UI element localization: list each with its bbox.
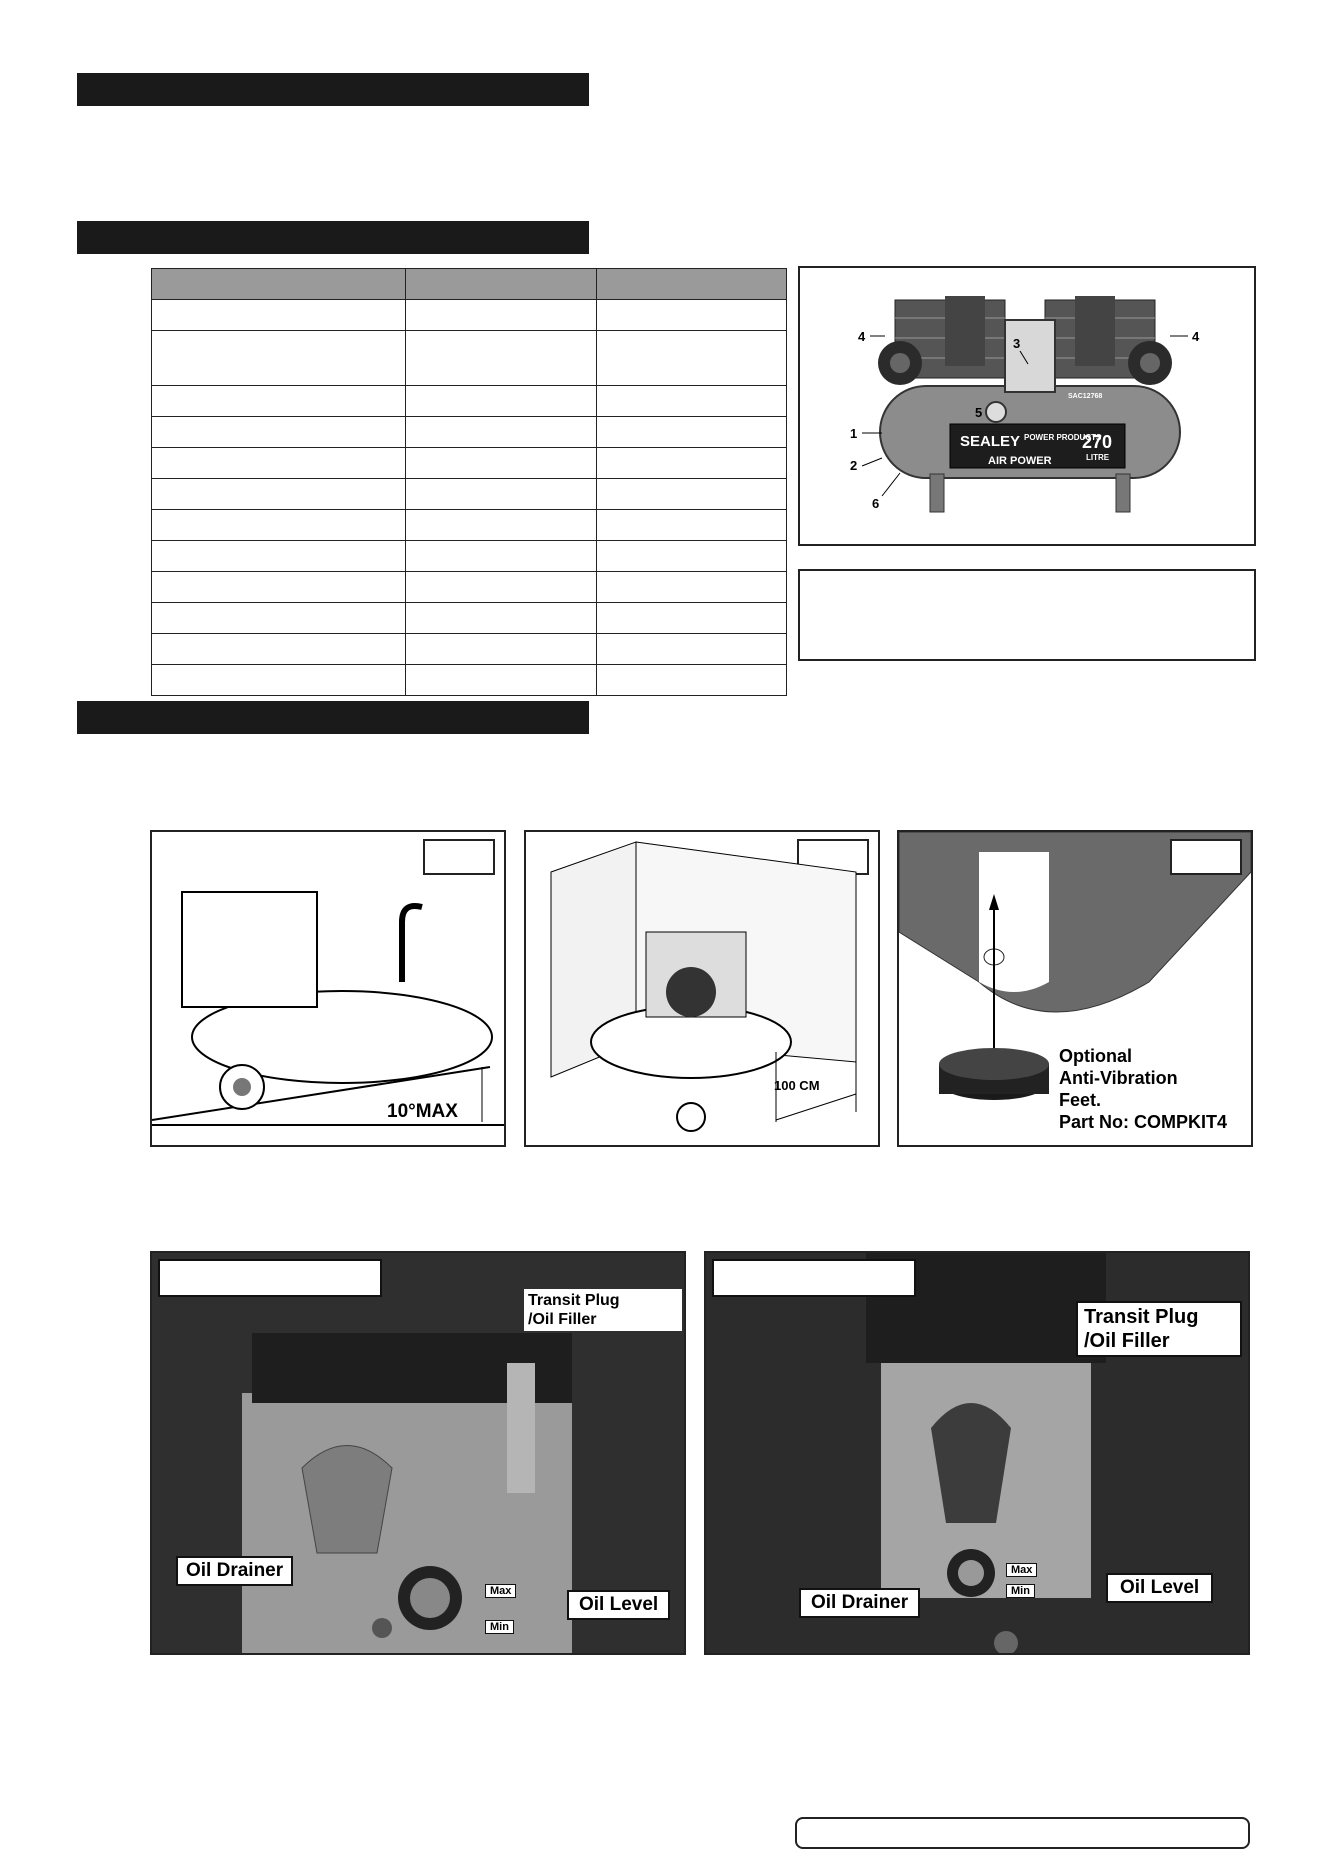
wall-distance-figure xyxy=(524,830,880,1147)
table-row xyxy=(152,541,787,572)
compressor-figure xyxy=(798,266,1256,546)
sign-brand: SEALEY xyxy=(960,433,1021,450)
filler-label-line-1: Transit Plug xyxy=(1084,1306,1199,1328)
feet-caption-line-3: Feet. xyxy=(1059,1090,1102,1110)
table-row xyxy=(152,665,787,696)
table-row xyxy=(152,386,787,417)
filler-label-line-2: /Oil Filler xyxy=(1084,1330,1170,1352)
min-mark-right: Min xyxy=(1006,1584,1035,1598)
table-row xyxy=(152,300,787,331)
section-header-bar-2 xyxy=(77,221,589,254)
slope-label: 10°MAX xyxy=(387,1101,458,1122)
callout-4-left: 4 xyxy=(858,329,866,344)
figure-number-box xyxy=(1171,840,1241,874)
feet-caption-line-1: Optional xyxy=(1059,1046,1132,1066)
sign-unit: LITRE xyxy=(1086,453,1110,462)
callout-3: 3 xyxy=(1013,336,1021,351)
anti-vibration-figure xyxy=(897,830,1253,1147)
max-mark-right: Max xyxy=(1006,1563,1037,1577)
oil-level-label-left: Oil Level xyxy=(567,1590,670,1620)
footer-box xyxy=(795,1817,1250,1849)
oil-figure-left xyxy=(150,1251,686,1655)
feet-caption-line-2: Anti-Vibration xyxy=(1059,1068,1178,1088)
model-plate: SAC12768 xyxy=(1068,393,1103,400)
callout-6: 6 xyxy=(872,496,880,511)
distance-label: 100 CM xyxy=(774,1078,820,1093)
section-header-bar-1 xyxy=(77,73,589,106)
table-row xyxy=(152,448,787,479)
table-header-row xyxy=(152,269,787,300)
table-header-cell xyxy=(152,269,406,300)
transit-plug-label-left xyxy=(524,1289,682,1331)
specification-table xyxy=(151,268,787,696)
table-row xyxy=(152,510,787,541)
section-header-bar-3 xyxy=(77,701,589,734)
max-mark-left: Max xyxy=(485,1584,516,1598)
wall-distance-illustration xyxy=(526,832,878,1145)
feet-caption-line-4: Part No: COMPKIT4 xyxy=(1059,1112,1228,1132)
callout-4-right: 4 xyxy=(1192,329,1200,344)
sign-sub: POWER PRODUCTS xyxy=(1024,433,1102,442)
transit-plug-label-right xyxy=(1076,1301,1242,1357)
table-row xyxy=(152,479,787,510)
oil-level-label-right: Oil Level xyxy=(1106,1573,1213,1603)
table-row xyxy=(152,634,787,665)
slope-figure xyxy=(150,830,506,1147)
table-row xyxy=(152,417,787,448)
compressor-illustration xyxy=(800,268,1254,544)
min-mark-left: Min xyxy=(485,1620,514,1634)
table-row xyxy=(152,603,787,634)
filler-label-line-2: /Oil Filler xyxy=(528,1311,597,1328)
sign-tagline: AIR POWER xyxy=(988,455,1052,467)
table-row xyxy=(152,572,787,603)
filler-label-line-1: Transit Plug xyxy=(528,1292,620,1309)
sign-capacity: 270 xyxy=(1082,432,1113,452)
oil-drainer-label-left: Oil Drainer xyxy=(176,1556,293,1586)
table-header-cell xyxy=(597,269,787,300)
figure-caption-box xyxy=(798,569,1256,661)
callout-5: 5 xyxy=(975,405,983,420)
table-row xyxy=(152,331,787,386)
callout-1: 1 xyxy=(850,426,858,441)
figure-number-tab xyxy=(712,1259,916,1297)
figure-number-box xyxy=(424,840,494,874)
oil-figure-right xyxy=(704,1251,1250,1655)
figure-number-tab xyxy=(158,1259,382,1297)
table-header-cell xyxy=(406,269,597,300)
callout-2: 2 xyxy=(850,458,858,473)
oil-drainer-label-right: Oil Drainer xyxy=(799,1588,920,1618)
slope-illustration xyxy=(152,832,504,1145)
